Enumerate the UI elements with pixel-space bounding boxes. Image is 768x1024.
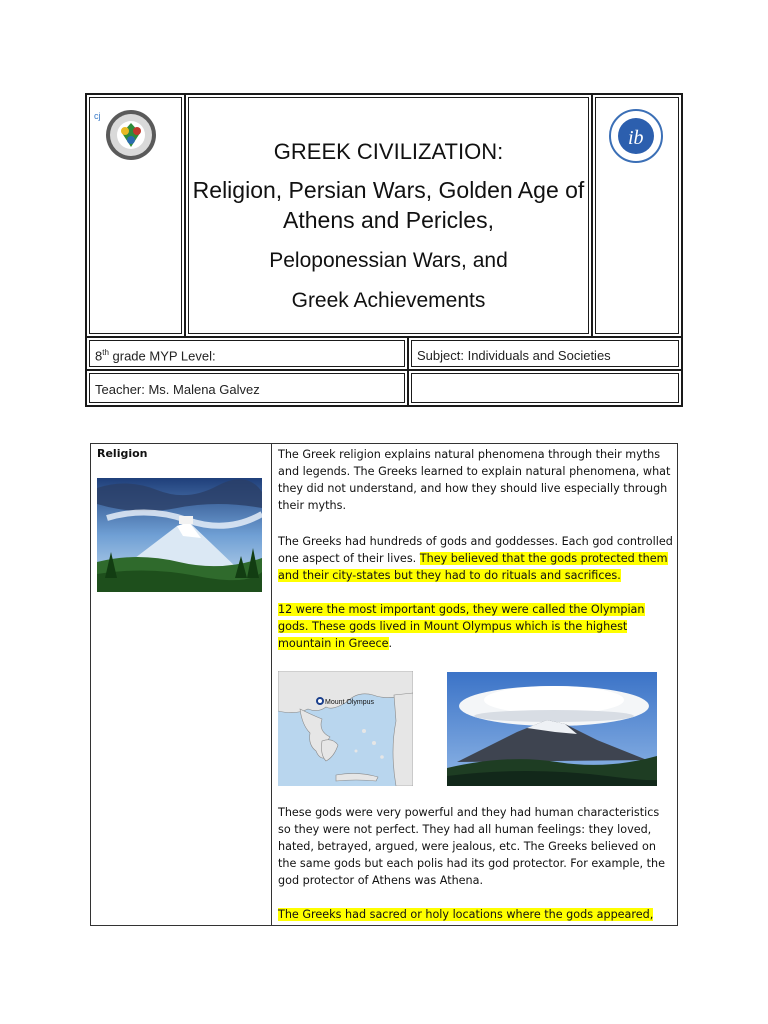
grade-cell [85, 336, 409, 371]
teacher-text: Teacher: Ms. Malena Galvez [95, 382, 260, 397]
subject-text: Subject: Individuals and Societies [417, 348, 611, 363]
ib-logo-icon [608, 108, 664, 164]
mount-olympus-painting-image [97, 478, 262, 592]
document-subtitle-line3: Greek Achievements [291, 289, 486, 312]
header-table [85, 93, 683, 407]
ib-logo-text: ib [628, 127, 644, 149]
paragraph-olympian-gods: 12 were the most important gods, they were called the Olympian gods. These gods lived in Mount Olympus which is the highest mountain in Greece. [278, 603, 645, 650]
teacher-cell [85, 369, 409, 407]
empty-cell [407, 369, 683, 407]
highlighted-text: The Greeks had sacred or holy locations where the gods appeared, [278, 908, 654, 921]
cloud-mountain-photo-image [447, 672, 657, 786]
subject-cell [407, 336, 683, 371]
ib-logo-cell [591, 93, 683, 338]
paragraph-god-characteristics: These gods were very powerful and they had human characteristics so they were not perfect. They had all human feelings: they loved, hated, betrayed, argued, were jealous, etc. The Greeks believed on the same gods but each polis had its god protector. For example, the god protector of Athens was Athena. [278, 806, 665, 887]
title-cell [184, 93, 593, 338]
paragraph-sacred-locations [278, 906, 673, 923]
school-logo-cell [85, 93, 186, 338]
paragraph-gods: The Greeks had hundreds of gods and goddesses. Each god controlled one aspect of their lives. They believed that the gods protected them and their city-states but they had to do rituals and sacrifices. [278, 535, 673, 582]
content-table [90, 443, 678, 926]
document-title: GREEK CIVILIZATION: [273, 139, 504, 164]
highlighted-text: They believed that the gods protected them and their city-states but they had to do rituals and sacrifices. [278, 552, 668, 582]
greece-map-image [278, 671, 413, 786]
document-subtitle-line2: Peloponessian Wars, and [269, 249, 508, 272]
school-logo-icon [92, 107, 162, 167]
highlighted-text: 12 were the most important gods, they were called the Olympian gods. These gods lived in Mount Olympus which is the highest mountain in Greece [278, 603, 645, 650]
grade-level: 8th grade MYP Level: [95, 348, 216, 364]
svg-text:cj: cj [94, 111, 101, 121]
section-label: Religion [97, 447, 148, 460]
map-label: Mount Olympus [325, 699, 375, 706]
paragraph-religion-intro: The Greek religion explains natural phenomena through their myths and legends. The Greeks learned to explain natural phenomena, what they did not understand, and how they should live especially through their myths. [278, 448, 671, 512]
column-divider [271, 444, 272, 925]
document-subtitle-line1: Religion, Persian Wars, Golden Age of Athens and Pericles, [192, 177, 585, 233]
mount-olympus-marker-icon [317, 698, 323, 704]
